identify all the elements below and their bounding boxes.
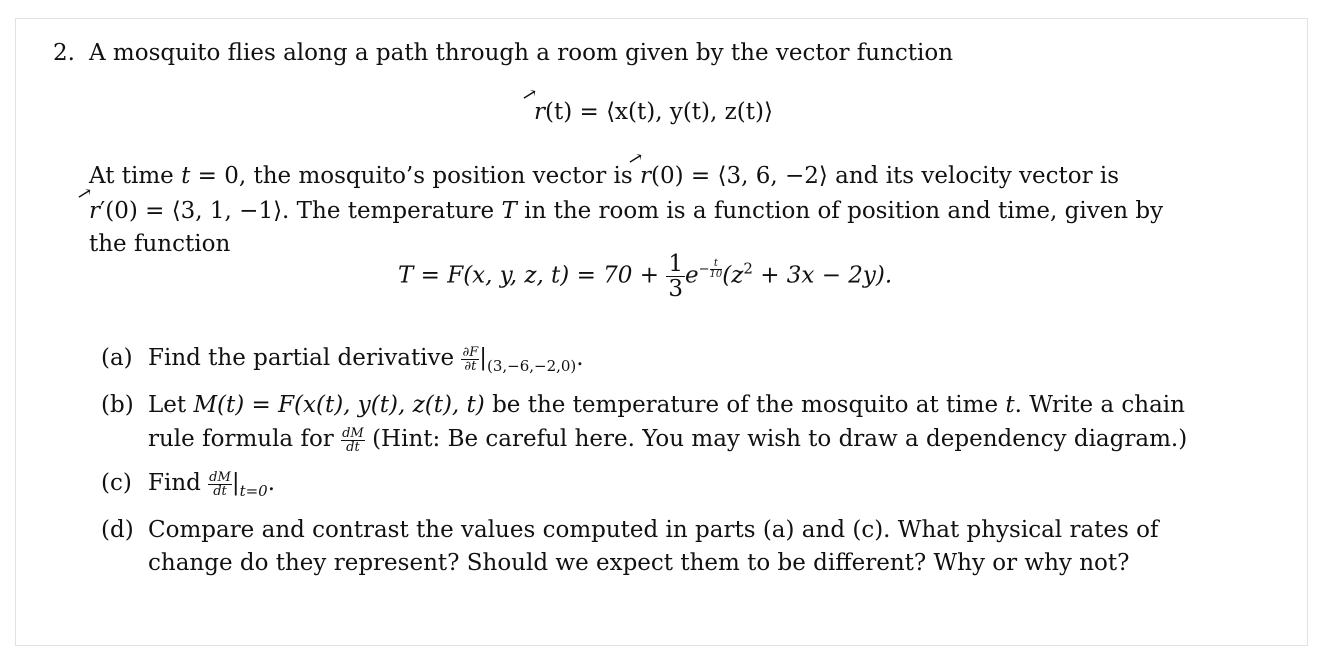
vector-function-equation [517, 82, 773, 128]
one-third-fraction: $\frac{1}{3}$ [668, 251, 683, 302]
part-d-label: (d) [101, 517, 134, 543]
part-b-line-1: Let M(t) = F(x(t), y(t), z(t), t) be the temperature of the mosquito at time t. Write a chain [148, 392, 1185, 418]
paragraph-line-1: At time t = 0, the mosquito’s position vector is → r(0) = ⟨3, 6, −2⟩ and its velocity vector is [89, 160, 1119, 192]
part-c-label: (c) [101, 470, 132, 496]
paragraph-line-3: the function [89, 231, 231, 257]
part-b-label: (b) [101, 392, 134, 418]
dm-dt-fraction: $\frac{dM}{dt}$ [209, 469, 231, 499]
part-a-label: (a) [101, 345, 133, 371]
problem-intro: A mosquito flies along a path through a room given by the vector function [89, 40, 954, 66]
part-d-line-2: change do they represent? Should we expect them to be different? Why or why not? [148, 550, 1130, 576]
part-c-text: Find $\frac{dM}{dt}$ $|_{t=0}$. [148, 469, 276, 500]
exponent: − $\frac{t}{10}$ [698, 257, 723, 280]
vector-r-symbol: → r [534, 96, 545, 128]
vector-arrow-icon: → [623, 146, 648, 172]
vector-arrow-icon: → [517, 82, 542, 108]
partial-derivative-fraction: $\frac{\partial F}{\partial t}$ [462, 344, 479, 374]
part-d-line-1: Compare and contrast the values computed in parts (a) and (c). What physical rates of [148, 517, 1159, 543]
vector-arrow-icon: → [72, 181, 97, 207]
dm-dt-fraction: $\frac{dM}{dt}$ [342, 425, 364, 455]
paragraph-line-2: → r′(0) = ⟨3, 1, −1⟩. The temperature T in the room is a function of position and time, given by [89, 195, 1163, 227]
part-a-text: Find the partial derivative $\frac{\partial F}{\partial t}$ $|_{(3,-6,-2,0)}$. [148, 344, 584, 375]
temperature-equation: T = F(x, y, z, t) = 70 + $\frac{1}{3}$ e− $\frac{t}{10}$ $(z^2 + 3x - 2y)$. [398, 251, 893, 302]
vector-function-text: (t) = ⟨x(t), y(t), z(t)⟩ [545, 99, 773, 125]
problem-number: 2. [53, 40, 75, 66]
part-b-line-2: rule formula for $\frac{dM}{dt}$ (Hint: Be careful here. You may wish to draw a dependency diagram.) [148, 425, 1188, 455]
